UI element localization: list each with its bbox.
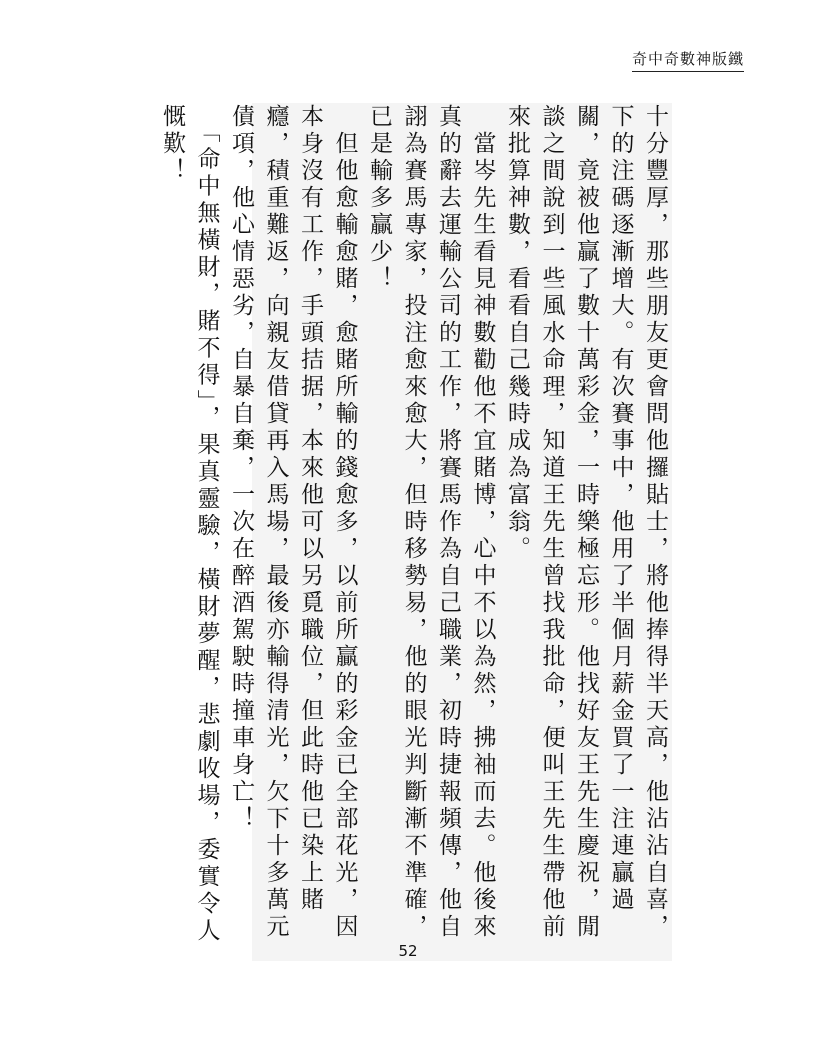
paragraph-2: 當岑先生看見神數勸他不宜賭博，心中不以為然，拂袖而去。他後來真的辭去運輸公司的工作，將賽馬作為自己職業，初時捷報頻傳，他自詡為賽馬專家，投注愈來愈大，但時移勢易，他的眼光判斷漸不準確，已是輸多贏少！ [366,104,496,941]
page-number: 52 [398,942,418,960]
paragraph-3: 但他愈輸愈賭，愈賭所輸的錢愈多，以前所贏的彩金已全部花光，因本身沒有工作，手頭拮据，本來他可以另覓職位，但此時他已染上賭癮，積重難返，向親友借貸再入馬場，最後亦輸得清光，欠下十多萬元債項，他心情惡劣，自暴自棄，一次在醉酒駕駛時撞車身亡！ [228,104,358,941]
vertical-text-block [159,104,672,966]
paragraph-1: 十分豐厚，那些朋友更會問他攞貼士，將他捧得半天高，他沾沾自喜，下的注碼逐漸增大。有次賽事中，他用了半個月薪金買了一注連贏過關，竟被他贏了數十萬彩金，一時樂極忘形。他找好友王先生慶祝，閒談之間說到一些風水命理，知道王先生曾找我批命，便叫王先生帶他前來批算神數，看看自己幾時成為富翁。 [504,104,668,941]
paragraph-4: 「命中無橫財，賭不得」，果真靈驗，橫財夢醒，悲劇收場，委實令人慨歎！ [159,104,220,945]
book-title-header: 奇中奇數神版鐵 [632,48,744,72]
